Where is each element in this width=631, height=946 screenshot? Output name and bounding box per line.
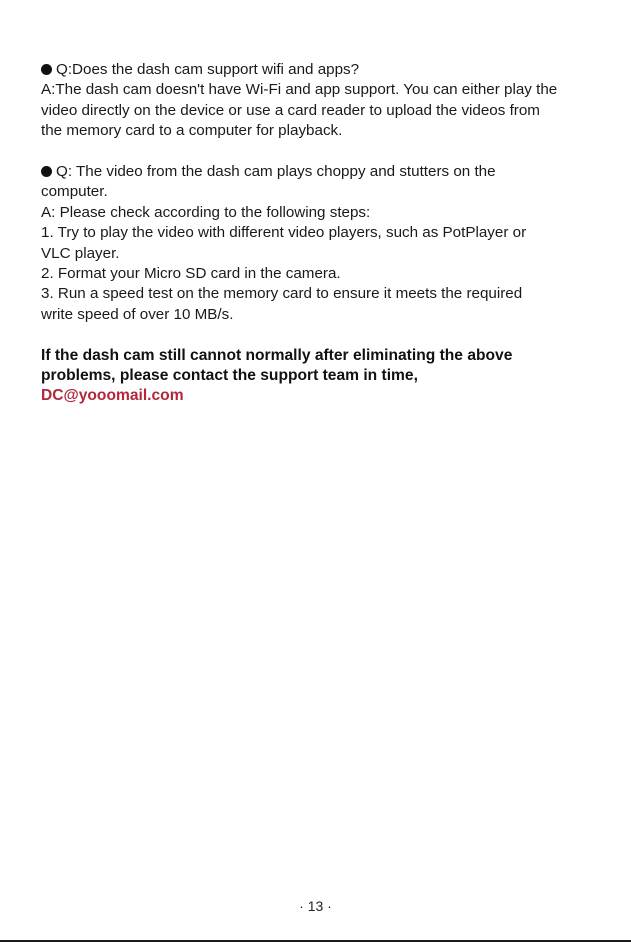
faq-step: VLC player. [41, 244, 120, 262]
faq-step: 1. Try to play the video with different video players, such as PotPlayer or [41, 224, 527, 242]
faq-answer-line: video directly on the device or use a card reader to upload the videos from [41, 101, 540, 119]
support-email-link[interactable]: DC@yooomail.com [41, 387, 184, 405]
faq-question-line: computer. [41, 183, 108, 201]
faq-step: write speed of over 10 MB/s. [41, 305, 234, 323]
faq-question: Q:Does the dash cam support wifi and apps? [41, 60, 606, 80]
paragraph-spacer [41, 325, 606, 345]
bullet-icon [41, 64, 52, 75]
faq-step: 2. Format your Micro SD card in the camera. [41, 265, 341, 283]
faq-item-playback [41, 162, 606, 325]
support-notice-line: problems, please contact the support team in time, [41, 367, 418, 385]
support-notice [41, 346, 606, 407]
bullet-icon [41, 166, 52, 177]
faq-answer-line: A:The dash cam doesn't have Wi-Fi and app support. You can either play the [41, 81, 558, 99]
page-number: · 13 · [299, 898, 332, 914]
faq-step: 3. Run a speed test on the memory card to ensure it meets the required [41, 285, 523, 303]
faq-answer-line: the memory card to a computer for playback. [41, 122, 343, 140]
faq-item-wifi [41, 60, 606, 142]
faq-question: Q: The video from the dash cam plays choppy and stutters on the [41, 162, 606, 182]
bottom-divider [0, 940, 631, 942]
faq-answer-line: A: Please check according to the following steps: [41, 203, 371, 221]
page-content [41, 60, 606, 407]
paragraph-spacer [41, 142, 606, 162]
support-notice-line: If the dash cam still cannot normally after eliminating the above [41, 346, 513, 364]
